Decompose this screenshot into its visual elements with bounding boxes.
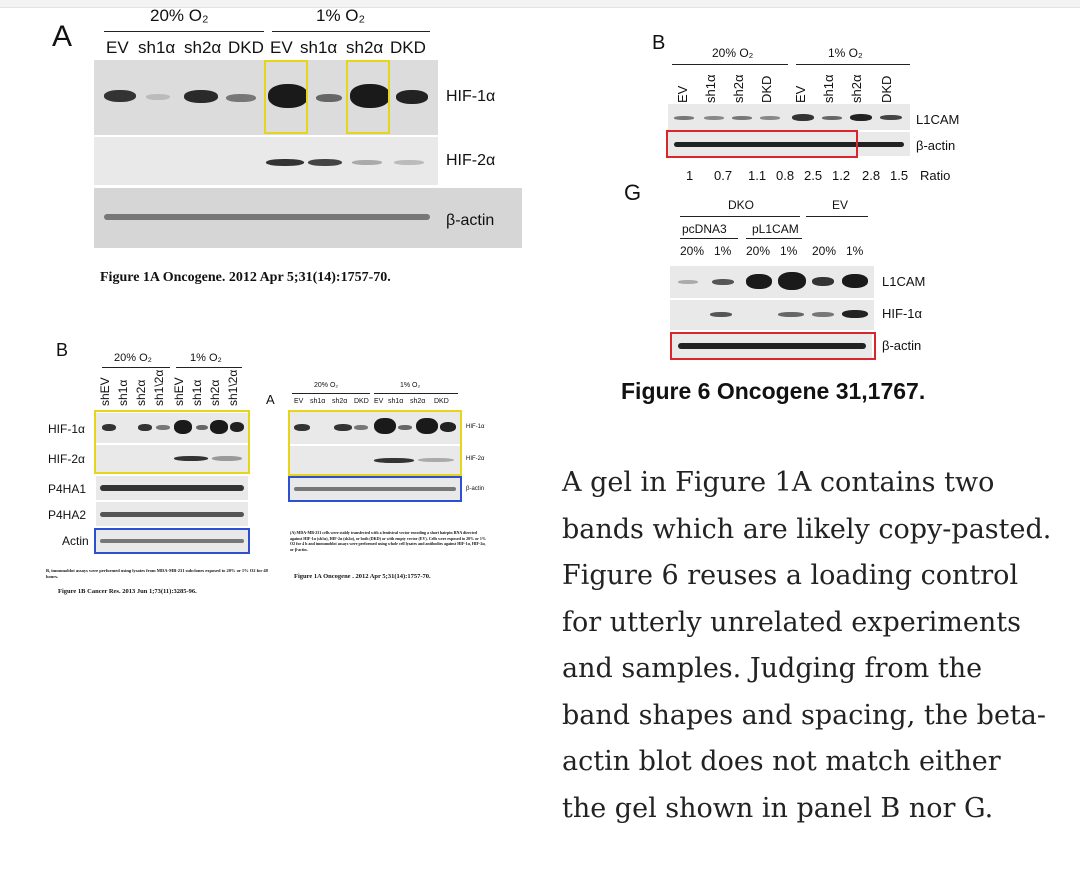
row-label: HIF-2α: [466, 456, 485, 462]
blot-band: [100, 512, 244, 517]
row-label: P4HA1: [48, 482, 87, 496]
lane-label: EV: [675, 85, 690, 103]
blot-band: [674, 116, 694, 120]
lane-label: sh2α: [332, 398, 348, 405]
subgroup-label: pL1CAM: [752, 222, 799, 236]
lane-label: EV: [270, 38, 293, 57]
lane-label: EV: [294, 398, 304, 405]
figure-6-caption: Figure 6 Oncogene 31,1767.: [621, 378, 926, 404]
lane-label: sh1α: [703, 74, 718, 103]
lane-label: sh2α: [208, 379, 222, 406]
ratio-value: 1.5: [890, 168, 909, 183]
row-label: L1CAM: [916, 112, 960, 127]
blot-p4ha1: [96, 476, 248, 500]
row-label: HIF-1α: [446, 88, 496, 105]
lane-label: DKD: [390, 38, 426, 57]
condition-rule: [672, 64, 788, 65]
highlight-box-blue: [94, 528, 250, 554]
blot-band: [712, 279, 734, 285]
blot-band: [842, 274, 868, 288]
ratio-value: 0.7: [714, 168, 733, 183]
lane-label: DKD: [434, 398, 449, 405]
blot-band: [704, 116, 724, 120]
figure-note: B, immunoblot assays were performed using lysates from MDA-MB-231 subclones exposed to 20% or 1% O2 for 48 hours.: [46, 568, 268, 579]
highlight-box-yellow: [94, 410, 250, 474]
blot-hif2a: [94, 137, 438, 185]
condition-label: 1% O₂: [190, 352, 222, 364]
row-label: β-actin: [916, 138, 956, 153]
figure-caption: Figure 1A Oncogene. 2012 Apr 5;31(14):1757-70.: [100, 270, 391, 285]
highlight-box-blue: [288, 476, 462, 502]
lane-label: 1%: [780, 244, 798, 258]
row-label: HIF-1α: [48, 422, 85, 436]
blot-band: [104, 214, 430, 220]
group-rule: [680, 216, 800, 217]
row-label: HIF-2α: [48, 452, 85, 466]
lane-label: DKD: [759, 75, 774, 103]
group-label: DKO: [728, 198, 755, 212]
blot-band: [732, 116, 752, 120]
lane-label: sh1α: [138, 38, 176, 57]
lane-label: shEV: [98, 377, 112, 406]
blot-l1cam: [670, 266, 874, 298]
condition-label: 1% O₂: [828, 46, 863, 60]
lane-label: 1%: [714, 244, 732, 258]
body-paragraph: A gel in Figure 1A contains two bands which are likely copy-pasted. Figure 6 reuses a loading control for utterly unrelated experiments and samples. Judging from the band shapes and spacing, the beta-actin blot does not match either the gel shown in panel B nor G.: [562, 467, 1052, 824]
blot-band: [812, 312, 834, 317]
group-label: EV: [832, 198, 849, 212]
row-label: HIF-1α: [882, 306, 923, 321]
highlight-box-yellow: [288, 410, 462, 476]
blot-band: [880, 115, 902, 120]
condition-label: 20% O₂: [314, 382, 339, 389]
condition-rule: [176, 367, 242, 368]
lane-label: sh2α: [346, 38, 384, 57]
lane-label: 20%: [746, 244, 771, 258]
lane-label: sh2α: [410, 398, 426, 405]
lane-label: 20%: [812, 244, 837, 258]
lane-label: shEV: [172, 377, 186, 406]
condition-label: 20% O₂: [150, 6, 209, 25]
figure-note: (A) MDA-MB-231 cells were stably transfected with a lentiviral vector encoding a short hairpin RNA directed against HIF-1α (sh1α), HIF-2α (sh2α), or both (DKD) or with empty vector (EV). Cells were exposed to 20% or 1% O2 for 4 h and immunoblot assays were performed using whole cell lysates and antibodies against HIF-1α, HIF-2α, or β-actin.: [290, 530, 486, 552]
blot-p4ha2: [96, 502, 248, 526]
row-label: P4HA2: [48, 508, 87, 522]
lane-label: sh2α: [731, 74, 746, 103]
lane-label: 1%: [846, 244, 864, 258]
ratio-value: 2.5: [804, 168, 823, 183]
condition-rule: [104, 31, 264, 32]
condition-rule: [374, 393, 458, 394]
panel-letter: G: [624, 180, 642, 205]
blot-band: [812, 277, 834, 286]
lane-label: EV: [793, 85, 808, 103]
panel-letter: B: [652, 32, 666, 54]
lane-label: sh1α: [310, 398, 326, 405]
blot-band: [184, 90, 218, 103]
condition-rule: [292, 393, 370, 394]
figure-caption: Figure 1B Cancer Res. 2013 Jun 1;73(11):3285-96.: [58, 588, 197, 595]
blot-hif1a: [670, 300, 874, 330]
lane-label: sh2α: [134, 379, 148, 406]
highlight-box-red: [666, 130, 858, 158]
blot-band: [266, 159, 304, 166]
group-rule: [806, 216, 868, 217]
lane-label: sh1\2α: [226, 369, 240, 406]
lane-label: EV: [374, 398, 384, 405]
row-label: HIF-1α: [466, 424, 485, 430]
row-label: Actin: [62, 534, 89, 548]
panel-letter: A: [266, 392, 275, 407]
figure-caption: Figure 1A Oncogene . 2012 Apr 5;31(14):1757-70.: [294, 573, 431, 580]
blot-band: [792, 114, 814, 121]
ratio-label: Ratio: [920, 168, 951, 183]
blot-band: [842, 310, 868, 318]
lane-label: sh1α: [116, 379, 130, 406]
subgroup-label: pcDNA3: [682, 222, 727, 236]
ratio-value: 1: [686, 168, 694, 183]
lane-label: sh1α: [190, 379, 204, 406]
condition-label: 1% O₂: [400, 382, 421, 389]
lane-label: sh1α: [388, 398, 404, 405]
blot-l1cam: [668, 104, 910, 130]
highlight-box-yellow: [264, 60, 308, 134]
blot-band: [226, 94, 256, 102]
blot-band: [822, 116, 842, 120]
blot-band: [394, 160, 424, 165]
lane-label: sh2α: [849, 74, 864, 103]
row-label: L1CAM: [882, 274, 926, 289]
blot-band: [352, 160, 382, 165]
lane-label: sh2α: [184, 38, 222, 57]
panel-letter: B: [56, 340, 69, 360]
blot-band: [396, 90, 428, 104]
lane-label: 20%: [680, 244, 705, 258]
ratio-value: 0.8: [776, 168, 795, 183]
subgroup-rule: [746, 238, 802, 239]
ratio-value: 1.1: [748, 168, 767, 183]
blot-band: [316, 94, 342, 102]
blot-band: [760, 116, 780, 120]
lane-label: sh1α: [300, 38, 338, 57]
condition-rule: [796, 64, 910, 65]
row-label: HIF-2α: [446, 152, 496, 169]
panel-letter: A: [52, 20, 73, 53]
blot-band: [678, 280, 698, 284]
blot-band: [308, 159, 342, 166]
blot-band: [746, 274, 772, 289]
condition-label: 20% O₂: [712, 46, 754, 60]
lane-label: EV: [106, 38, 129, 57]
lane-label: sh1\2α: [152, 369, 166, 406]
subgroup-rule: [680, 238, 738, 239]
lane-label: DKD: [228, 38, 264, 57]
blot-band: [850, 114, 872, 121]
lane-label: DKD: [354, 398, 369, 405]
blot-band: [778, 272, 806, 290]
blot-band: [104, 90, 136, 102]
condition-label: 1% O₂: [316, 6, 366, 25]
condition-rule: [272, 31, 430, 32]
blot-band: [710, 312, 732, 317]
lane-label: DKD: [879, 75, 894, 103]
ratio-value: 1.2: [832, 168, 851, 183]
row-label: β-actin: [882, 338, 922, 353]
blot-band: [146, 94, 170, 100]
row-label: β-actin: [446, 212, 495, 229]
condition-label: 20% O₂: [114, 352, 152, 364]
lane-label: sh1α: [821, 74, 836, 103]
row-label: β-actin: [466, 486, 485, 492]
blot-band: [778, 312, 804, 317]
blot-band: [100, 485, 244, 491]
highlight-box-yellow: [346, 60, 390, 134]
ratio-value: 2.8: [862, 168, 881, 183]
highlight-box-red: [670, 332, 876, 360]
condition-rule: [102, 367, 170, 368]
